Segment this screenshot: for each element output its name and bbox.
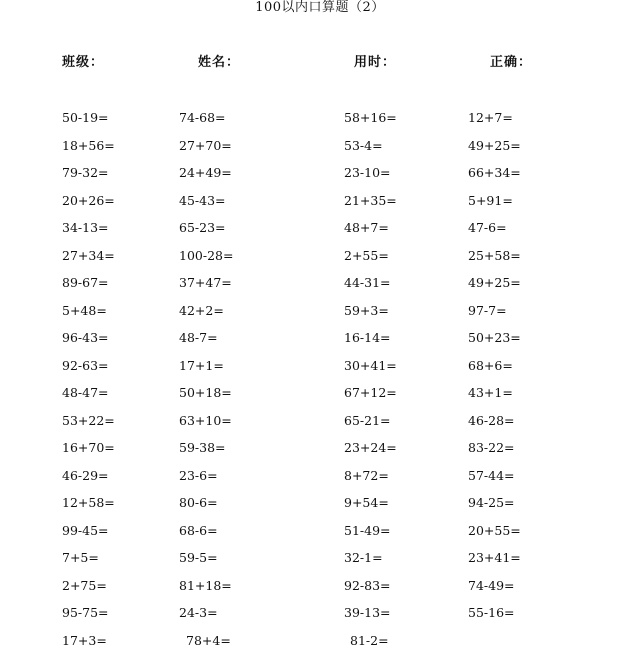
- math-problem: 65-23=: [179, 220, 226, 235]
- time-label: 用时：: [354, 55, 397, 70]
- math-problem: 20+26=: [62, 192, 115, 208]
- math-problem: 46-29=: [62, 467, 109, 483]
- math-problem: 7+5=: [62, 550, 99, 565]
- correct-label: 正确：: [490, 55, 533, 70]
- math-problem: 68+6=: [468, 357, 513, 373]
- math-problem: 39-13=: [344, 605, 391, 620]
- math-problem: 24-3=: [179, 605, 218, 620]
- math-problem: 42+2=: [179, 302, 224, 318]
- class-label: 班级：: [62, 55, 105, 70]
- math-problem: 21+35=: [344, 192, 397, 208]
- math-problem: 45-43=: [179, 192, 226, 208]
- math-problem: 25+58=: [468, 247, 521, 263]
- math-problem: 100-28=: [179, 247, 234, 263]
- problem-column-4: [468, 108, 521, 631]
- math-problem: 27+70=: [179, 137, 232, 153]
- math-problem: 96-43=: [62, 330, 109, 345]
- math-problem: 67+12=: [344, 385, 397, 400]
- math-problem: 74-49=: [468, 577, 515, 593]
- math-problem: 16-14=: [344, 330, 391, 345]
- math-problem: 65-21=: [344, 412, 391, 428]
- math-problem: 9+54=: [344, 495, 389, 510]
- math-problem: 50+23=: [468, 330, 521, 345]
- math-problem: 23-6=: [179, 467, 218, 483]
- math-problem: 95-75=: [62, 605, 109, 620]
- math-problem: 12+58=: [62, 495, 115, 510]
- math-problem: 59-38=: [179, 440, 226, 455]
- math-problem: 49+25=: [468, 275, 521, 290]
- math-problem: 92-83=: [344, 577, 391, 593]
- math-problem: 83-22=: [468, 440, 515, 455]
- math-problem: 34-13=: [62, 220, 109, 235]
- math-problem: 48+7=: [344, 220, 389, 235]
- math-problem: 16+70=: [62, 440, 115, 455]
- math-problem: 12+7=: [468, 110, 513, 125]
- math-problem: 48-7=: [179, 330, 218, 345]
- math-problem: 49+25=: [468, 137, 521, 153]
- math-problem: 74-68=: [179, 110, 226, 125]
- math-problem: 48-47=: [62, 385, 109, 400]
- math-problem: 23-10=: [344, 165, 391, 180]
- math-problem: 53-4=: [344, 137, 383, 153]
- problem-column-3: [344, 108, 397, 658]
- math-problem: 2+75=: [62, 577, 107, 593]
- math-problem: 53+22=: [62, 412, 115, 428]
- math-problem: 81+18=: [179, 577, 232, 593]
- math-problem: 17+3=: [62, 632, 107, 648]
- math-problem: 79-32=: [62, 165, 109, 180]
- math-problem: 32-1=: [344, 550, 383, 565]
- math-problem: 30+41=: [344, 357, 397, 373]
- problem-column-2: [179, 108, 233, 658]
- math-problem: 5+91=: [468, 192, 513, 208]
- math-problem: 78+4=: [186, 632, 231, 648]
- math-problem: 23+24=: [344, 440, 397, 455]
- math-problem: 51-49=: [344, 522, 391, 538]
- math-problem: 50-19=: [62, 110, 109, 125]
- math-problem: 50+18=: [179, 385, 232, 400]
- math-problem: 27+34=: [62, 247, 115, 263]
- math-problem: 5+48=: [62, 302, 107, 318]
- math-problem: 58+16=: [344, 110, 397, 125]
- math-problem: 20+55=: [468, 522, 521, 538]
- math-problem: 37+47=: [179, 275, 232, 290]
- math-problem: 55-16=: [468, 605, 515, 620]
- math-problem: 66+34=: [468, 165, 521, 180]
- math-problem: 59+3=: [344, 302, 389, 318]
- math-problem: 99-45=: [62, 522, 109, 538]
- math-problem: 44-31=: [344, 275, 391, 290]
- math-problem: 68-6=: [179, 522, 218, 538]
- math-problem: 46-28=: [468, 412, 515, 428]
- math-problem: 2+55=: [344, 247, 389, 263]
- math-problem: 23+41=: [468, 550, 521, 565]
- math-problem: 47-6=: [468, 220, 507, 235]
- name-label: 姓名：: [198, 55, 241, 70]
- math-problem: 94-25=: [468, 495, 515, 510]
- problem-column-1: [62, 108, 115, 658]
- math-problem: 57-44=: [468, 467, 515, 483]
- math-problem: 97-7=: [468, 302, 507, 318]
- math-problem: 81-2=: [350, 632, 389, 648]
- math-problem: 89-67=: [62, 275, 109, 290]
- math-problem: 17+1=: [179, 357, 224, 373]
- math-problem: 63+10=: [179, 412, 232, 428]
- math-problem: 43+1=: [468, 385, 513, 400]
- math-problem: 80-6=: [179, 495, 218, 510]
- math-problem: 8+72=: [344, 467, 389, 483]
- math-problem: 92-63=: [62, 357, 109, 373]
- math-problem: 59-5=: [179, 550, 218, 565]
- math-problem: 24+49=: [179, 165, 232, 180]
- math-problem: 18+56=: [62, 137, 115, 153]
- worksheet-title: 100以内口算题（2）: [255, 0, 385, 15]
